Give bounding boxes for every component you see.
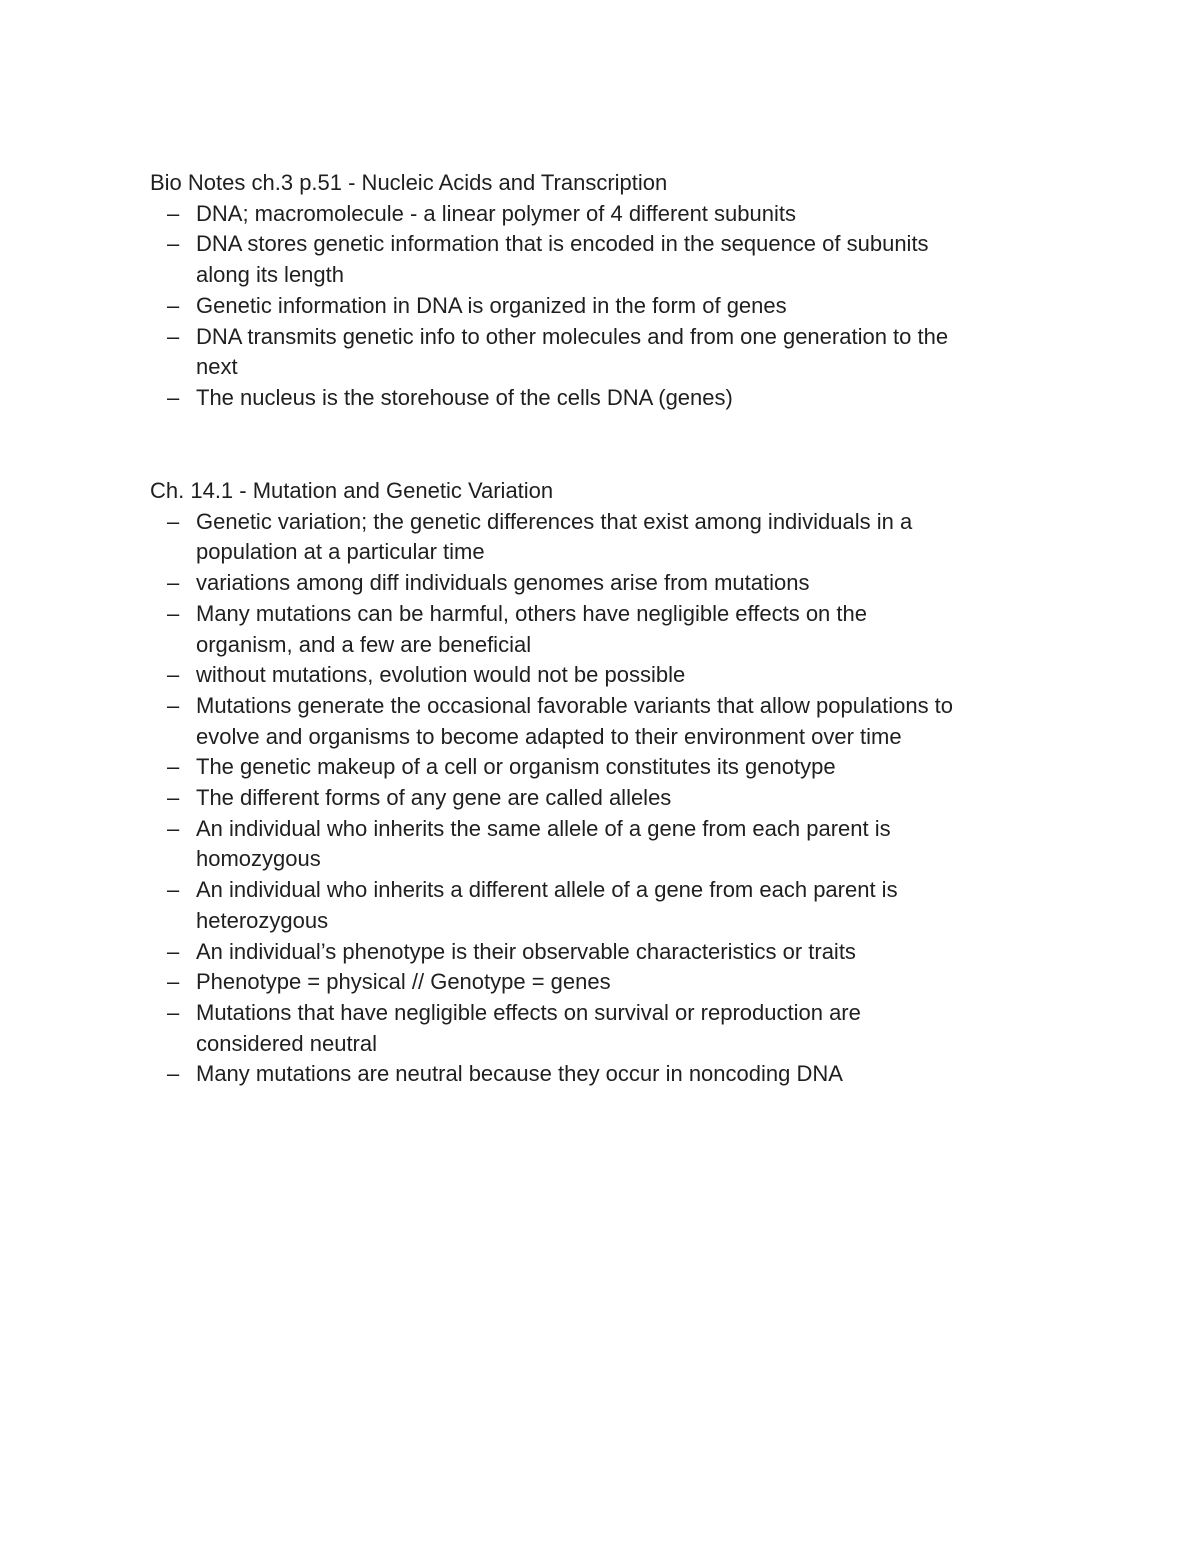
dash-marker: – <box>167 877 180 903</box>
section-title: Ch. 14.1 - Mutation and Genetic Variation <box>150 478 554 503</box>
dash-marker: – <box>167 600 180 626</box>
list-item-text: Many mutations can be harmful, others have negligible effects on the organism, and a few are beneficial <box>196 600 867 657</box>
list-item-text: DNA; macromolecule - a linear polymer of 4 different subunits <box>196 200 796 226</box>
list-item-text: Genetic variation; the genetic differences that exist among individuals in a population at a particular time <box>196 508 913 565</box>
list-item <box>150 199 1060 230</box>
dash-marker: – <box>167 508 180 534</box>
list-item-text: Mutations that have negligible effects on survival or reproduction are considered neutral <box>196 999 861 1056</box>
section-title: Bio Notes ch.3 p.51 - Nucleic Acids and Transcription <box>150 170 668 195</box>
list-item <box>150 568 1060 599</box>
list-item-text: Genetic information in DNA is organized in the form of genes <box>196 292 787 318</box>
list-item <box>150 752 1060 783</box>
list-item <box>150 998 1060 1059</box>
bullet-list <box>150 507 1060 1090</box>
list-item <box>150 660 1060 691</box>
list-item-text: An individual who inherits the same allele of a gene from each parent is homozygous <box>196 815 891 872</box>
dash-marker: – <box>167 969 180 995</box>
dash-marker: – <box>167 785 180 811</box>
list-item <box>150 691 1060 752</box>
list-item <box>150 599 1060 660</box>
list-item <box>150 322 1060 383</box>
list-item-text: Phenotype = physical // Genotype = genes <box>196 969 611 995</box>
dash-marker: – <box>167 938 180 964</box>
dash-marker: – <box>167 570 180 596</box>
dash-marker: – <box>167 200 180 226</box>
dash-marker: – <box>167 231 180 257</box>
list-item <box>150 937 1060 968</box>
list-item <box>150 291 1060 322</box>
list-item-text: The genetic makeup of a cell or organism constitutes its genotype <box>196 754 836 780</box>
dash-marker: – <box>167 999 180 1025</box>
list-item <box>150 507 1060 568</box>
list-item-text: without mutations, evolution would not be possible <box>196 662 686 688</box>
list-item-text: variations among diff individuals genomes arise from mutations <box>196 570 810 596</box>
list-item <box>150 229 1060 290</box>
list-item-text: DNA stores genetic information that is encoded in the sequence of subunits along its length <box>196 231 929 288</box>
dash-marker: – <box>167 323 180 349</box>
section-nucleic-acids <box>150 168 1060 414</box>
list-item-text: An individual who inherits a different allele of a gene from each parent is heterozygous <box>196 877 898 933</box>
dash-marker: – <box>167 1061 180 1087</box>
list-item-text: The nucleus is the storehouse of the cells DNA (genes) <box>196 384 733 410</box>
list-item-text: An individual’s phenotype is their observable characteristics or traits <box>196 938 856 964</box>
dash-marker: – <box>167 292 180 318</box>
list-item <box>150 1059 1060 1090</box>
dash-marker: – <box>167 815 180 841</box>
list-item-text: DNA transmits genetic info to other molecules and from one generation to the next <box>196 323 949 380</box>
list-item <box>150 383 1060 414</box>
list-item <box>150 783 1060 814</box>
section-mutation-variation <box>150 476 1060 1090</box>
dash-marker: – <box>167 692 180 718</box>
list-item <box>150 814 1060 875</box>
bullet-list <box>150 199 1060 414</box>
list-item <box>150 875 1060 936</box>
dash-marker: – <box>167 662 180 688</box>
dash-marker: – <box>167 384 180 410</box>
list-item-text: Many mutations are neutral because they occur in noncoding DNA <box>196 1061 843 1087</box>
list-item <box>150 967 1060 998</box>
list-item-text: The different forms of any gene are called alleles <box>196 785 672 811</box>
list-item-text: Mutations generate the occasional favorable variants that allow populations to evolve and organisms to become adapted to their environment over time <box>196 692 954 749</box>
dash-marker: – <box>167 754 180 780</box>
